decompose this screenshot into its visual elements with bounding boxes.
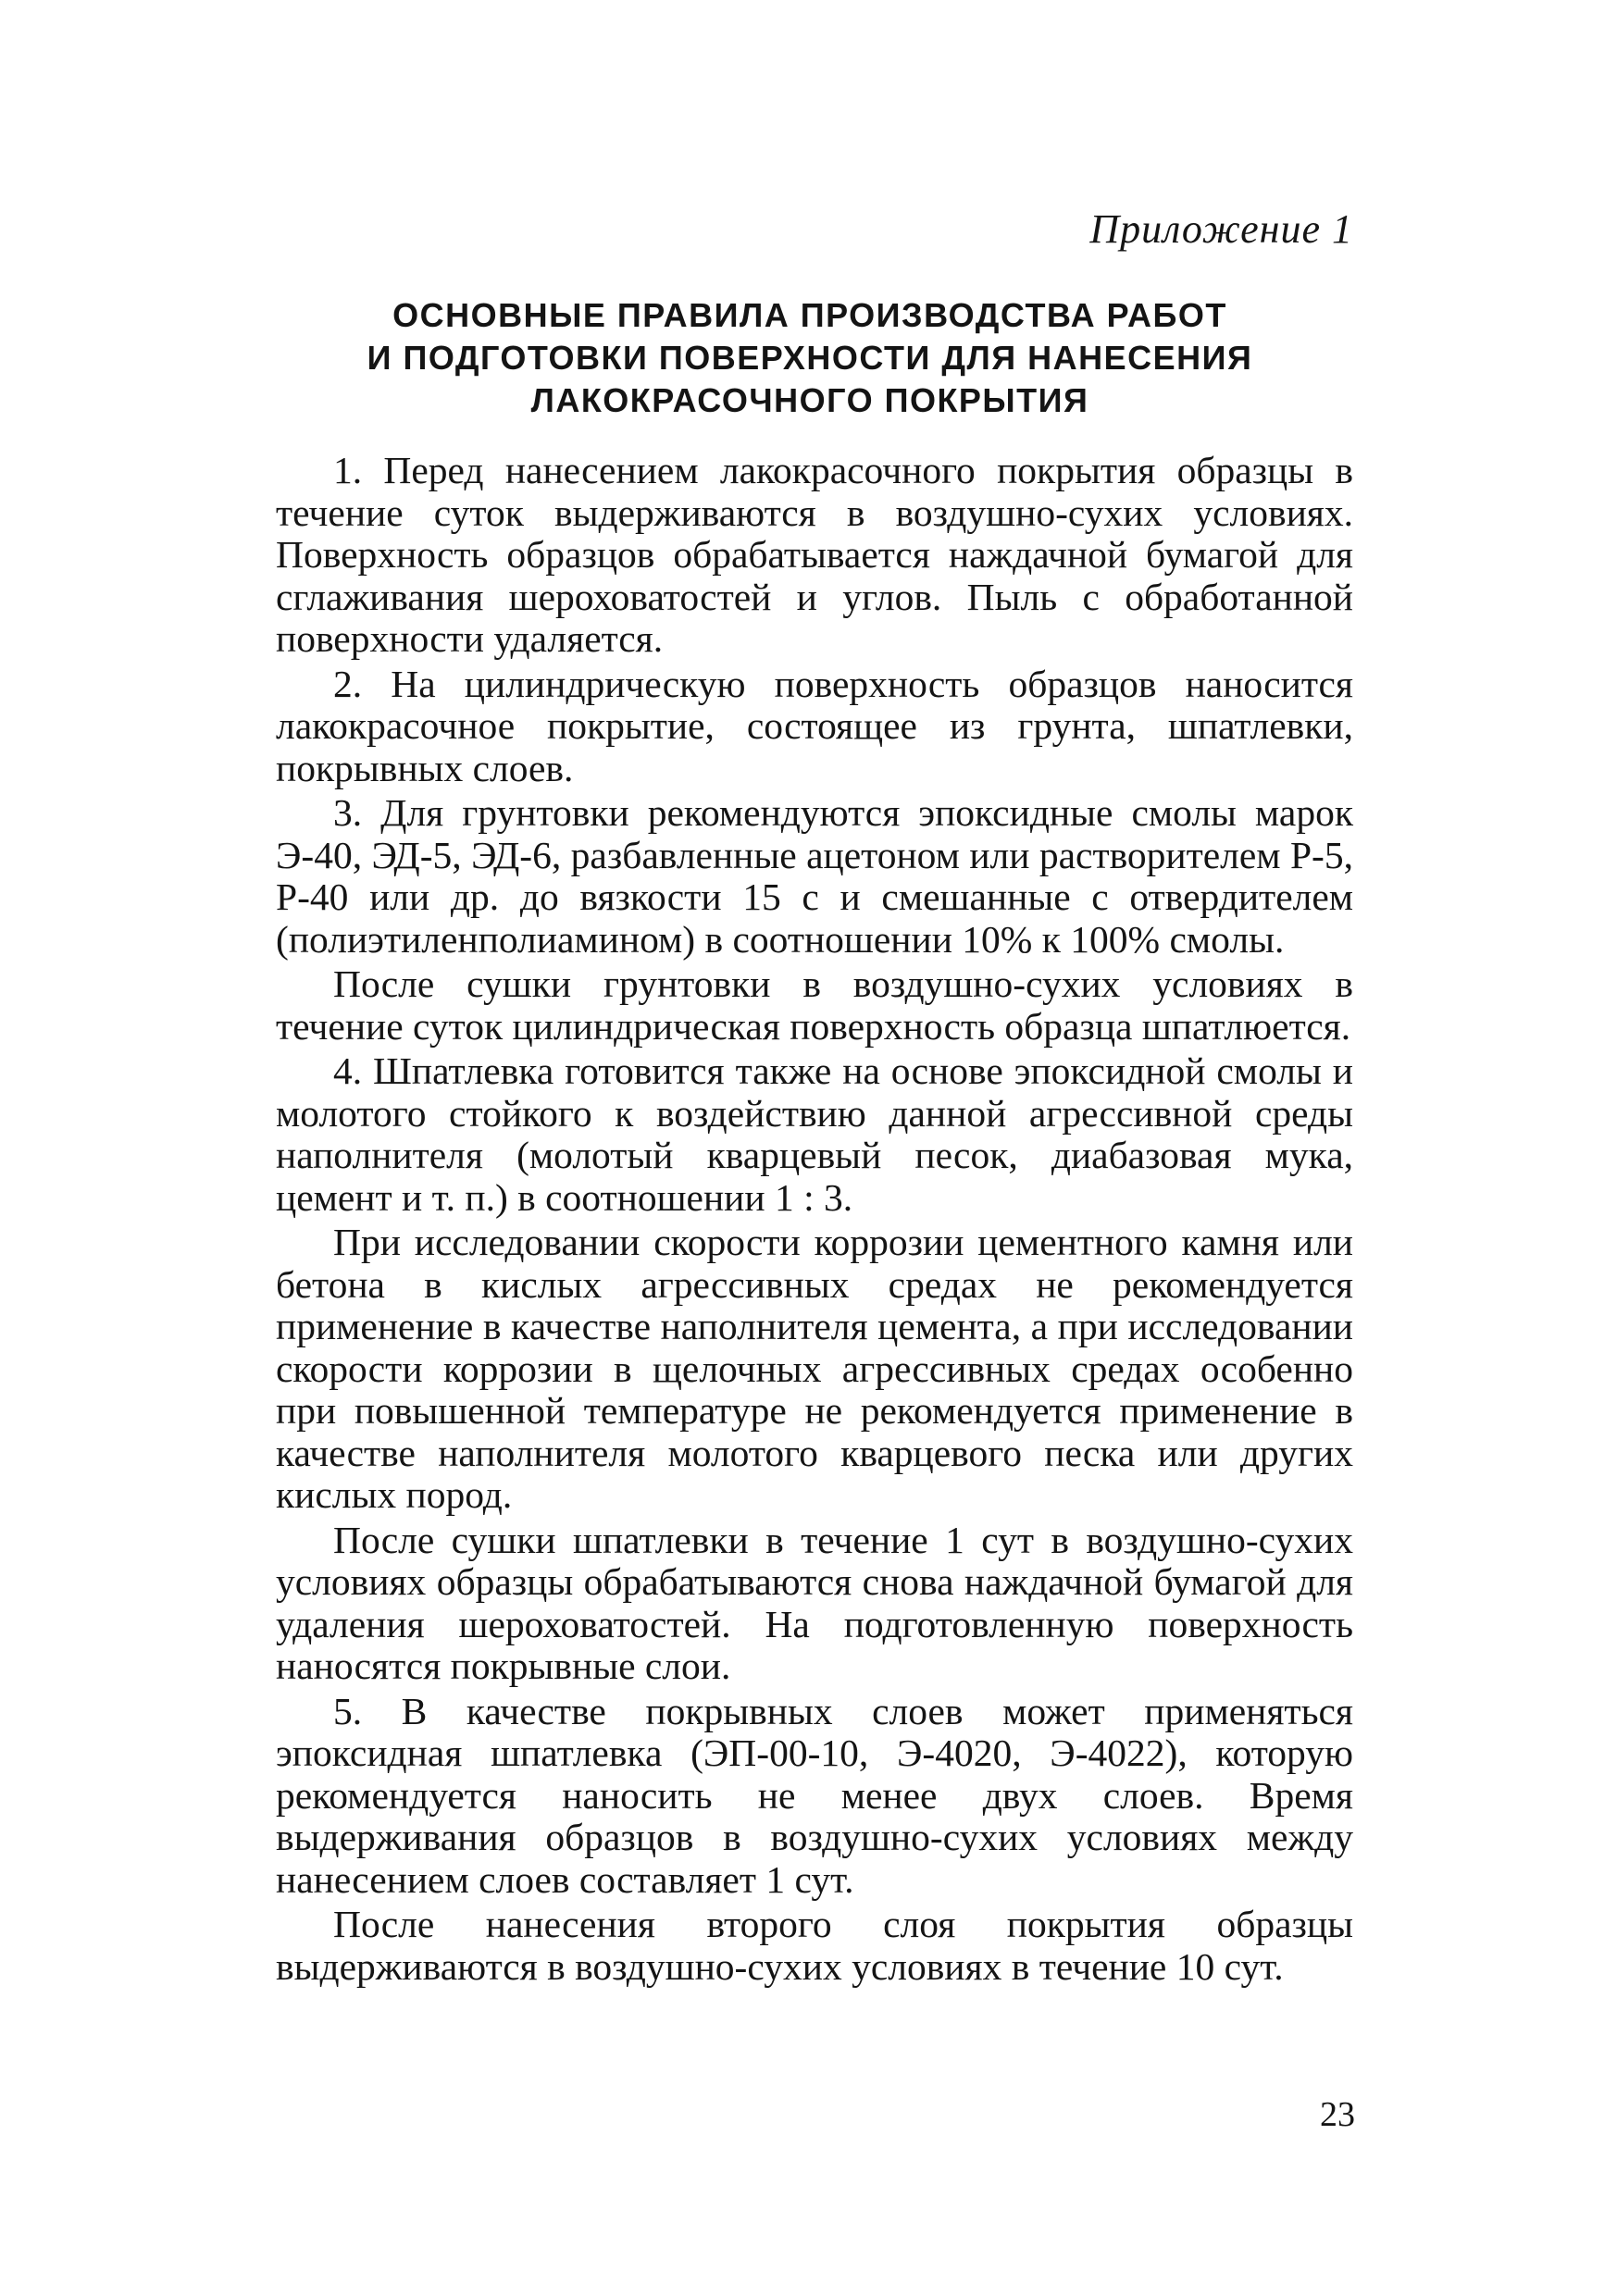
paragraph: 4. Шпатлевка готовится также на основе эпоксидной смолы и молотого стойкого к воздействию данной агрессивной среды наполнителя (молотый кварцевый песок, диабазовая мука, цемент и т. п.) в соотношении 1 : 3.	[276, 1049, 1353, 1219]
title-line: ОСНОВНЫЕ ПРАВИЛА ПРОИЗВОДСТВА РАБОТ	[392, 296, 1227, 334]
title-line: ЛАКОКРАСОЧНОГО ПОКРЫТИЯ	[530, 381, 1089, 419]
section-title	[268, 294, 1351, 422]
paragraph: 5. В качестве покрывных слоев может применяться эпоксидная шпатлевка (ЭП-00-10, Э-4020, Э-4022), которую рекомендуется наносить не менее двух слоев. Время выдерживания образцов в воздушно-сухих условиях между нанесением слоев составляет 1 сут.	[276, 1689, 1353, 1901]
paragraph: После нанесения второго слоя покрытия образцы выдерживаются в воздушно-сухих условиях в течение 10 сут.	[276, 1903, 1353, 1988]
paragraph: 3. Для грунтовки рекомендуются эпоксидные смолы марок Э-40, ЭД-5, ЭД-6, разбавленные ацетоном или растворителем Р-5, Р-40 или др. до вязкости 15 с и смешанные с отвердителем (полиэтиленполиамином) в соотношении 10% к 100% смолы.	[276, 791, 1353, 961]
paragraph: При исследовании скорости коррозии цементного камня или бетона в кислых агрессивных средах не рекомендуется применение в качестве наполнителя цемента, а при исследовании скорости коррозии в щелочных агрессивных средах особенно при повышенной температуре не рекомендуется применение в качестве наполнителя молотого кварцевого песка или других кислых пород.	[276, 1221, 1353, 1516]
paragraph: После сушки шпатлевки в течение 1 сут в воздушно-сухих условиях образцы обрабатываются снова наждачной бумагой для удаления шероховатостей. На подготовленную поверхность наносятся покрывные слои.	[276, 1518, 1353, 1687]
page-number: 23	[1320, 2095, 1355, 2134]
paragraph: 2. На цилиндрическую поверхность образцов наносится лакокрасочное покрытие, состоящее из грунта, шпатлевки, покрывных слоев.	[276, 662, 1353, 789]
appendix-label: Приложение 1	[1089, 206, 1353, 252]
paragraph: 1. Перед нанесением лакокрасочного покрытия образцы в течение суток выдерживаются в воздушно-сухих условиях. Поверхность образцов обрабатывается наждачной бумагой для сглаживания шероховатостей и углов. Пыль с обработанной поверхности удаляется.	[276, 449, 1353, 660]
title-line: И ПОДГОТОВКИ ПОВЕРХНОСТИ ДЛЯ НАНЕСЕНИЯ	[367, 339, 1253, 377]
paragraph: После сушки грунтовки в воздушно-сухих условиях в течение суток цилиндрическая поверхность образца шпатлюется.	[276, 962, 1353, 1048]
body-text	[276, 450, 1353, 1991]
